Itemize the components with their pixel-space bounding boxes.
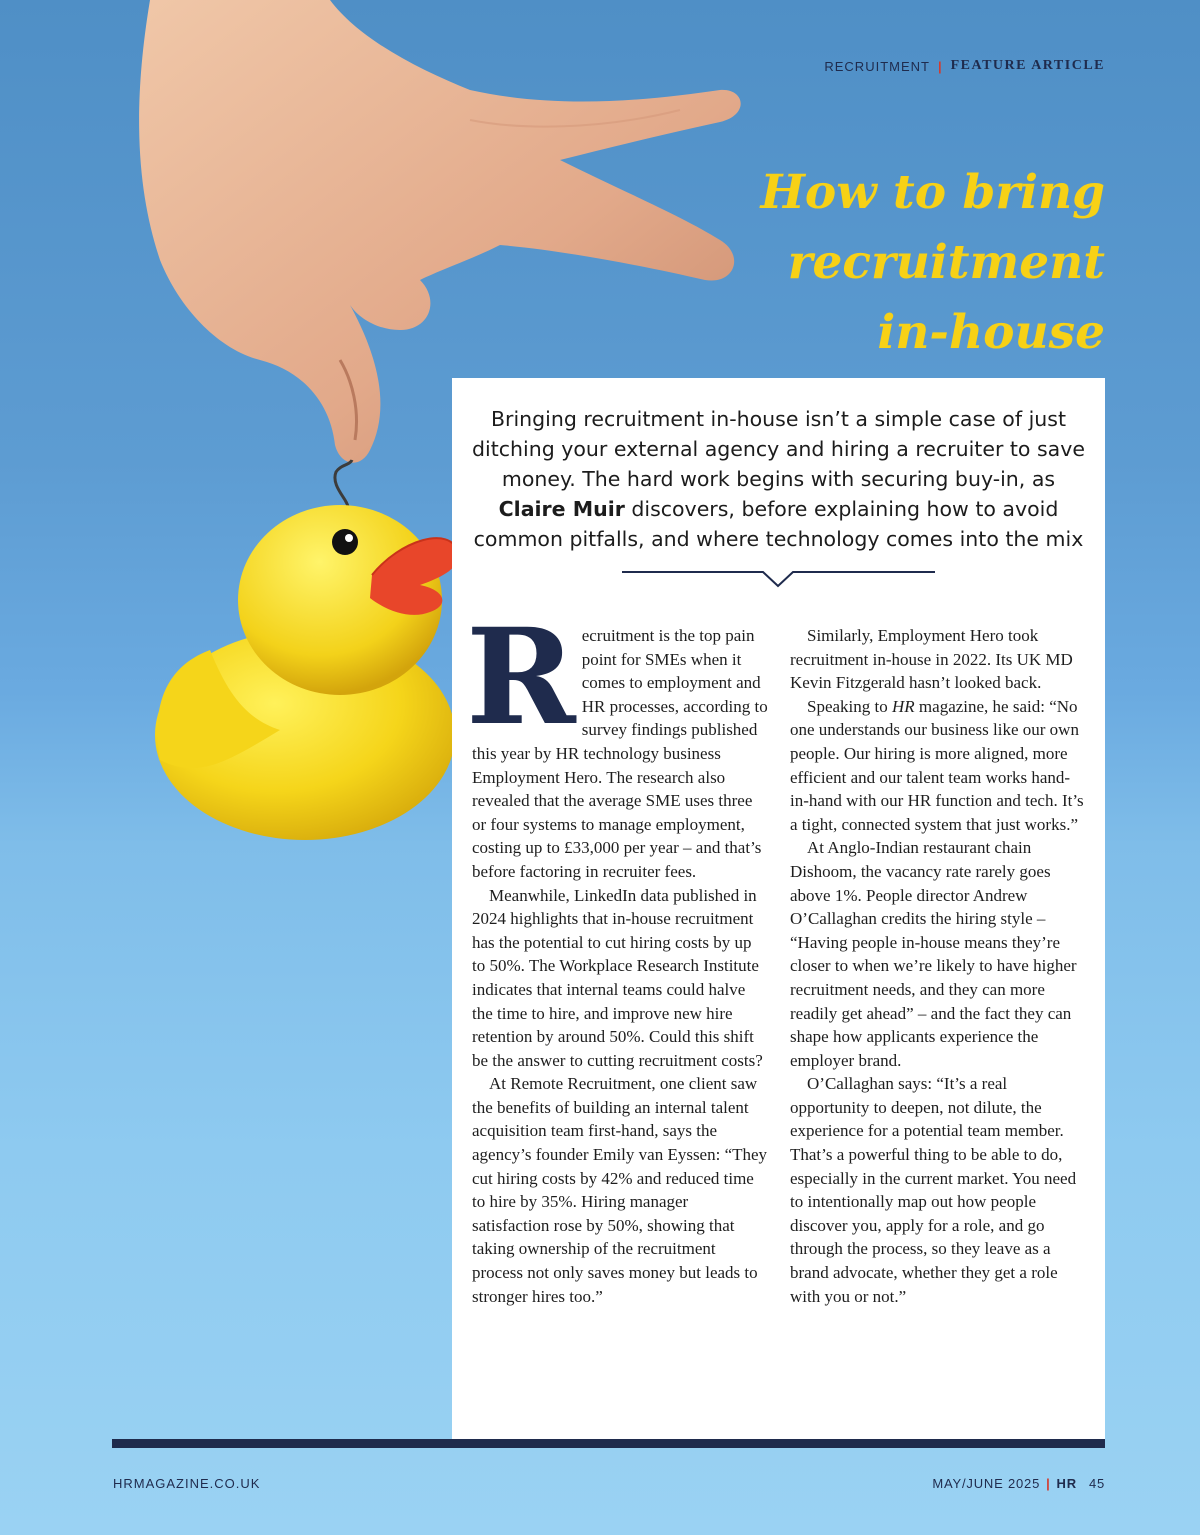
body-paragraph: Meanwhile, LinkedIn data published in 2024 highlights that in-house recruitment has the potential to cut hiring costs by up to 50%. The Workplace Research Institute indicates that internal teams could halve the time to hire, and improve new hire retention by around 50%. Could this shift be the answer to cutting recruitment costs? (472, 885, 763, 1070)
magazine-name: HR (892, 696, 915, 716)
body-paragraph (790, 695, 1086, 837)
article-panel (452, 378, 1105, 1440)
footer-website: HRMAGAZINE.CO.UK (113, 1476, 261, 1491)
magazine-logo-text: HR (1056, 1476, 1077, 1491)
footer-issue-info (932, 1476, 1105, 1491)
body-text: magazine, he said: “No one understands our business like our own people. Our hiring is more aligned, more efficient and our talent team works hand-in-hand with our HR function and tech. It’s a tight, connected system that just works.” (790, 696, 1084, 834)
body-text: Speaking to (807, 696, 892, 716)
body-paragraph: O’Callaghan says: “It’s a real opportunity to deepen, not dilute, the experience for a potential team member. That’s a powerful thing to be able to do, especially in the current market. You need to intentionally map out how people discover you, apply for a role, and go through the process, so they leave as a brand advocate, whether they get a role with you or not.” (790, 1074, 1077, 1306)
footer-rule (112, 1439, 1105, 1448)
headline-line-1: How to bring (760, 165, 1105, 220)
header-separator: | (937, 58, 943, 74)
body-paragraph: At Remote Recruitment, one client saw the benefits of building an internal talent acquisition team first-hand, says the agency’s founder Emily van Eyssen: “They cut hiring costs by 42% and reduced time to hire by 35%. Hiring manager satisfaction rose by 50%, showing that taking ownership of the recruitment process not only saves money but leads to stronger hires too.” (472, 1074, 768, 1306)
drop-cap: R (466, 600, 576, 755)
article-column-right (790, 624, 1086, 1308)
standfirst-text-before: Bringing recruitment in-house isn’t a simple case of just ditching your external agency and hiring a recruiter to save money. The hard work begins with securing buy-in, as (472, 407, 1085, 491)
headline-line-3: in-house (877, 305, 1105, 360)
page-number: 45 (1088, 1476, 1105, 1491)
footer-separator: | (1046, 1476, 1051, 1491)
chevron-down-divider-icon (622, 570, 935, 590)
article-column-left (466, 600, 768, 1308)
body-paragraph: At Anglo-Indian restaurant chain Dishoom, the vacancy rate rarely goes above 1%. People director Andrew O’Callaghan credits the hiring style – “Having people in-house means they’re closer to when we’re likely to have higher recruitment needs, and they can more readily get ahead” – and the fact they can shape how applicants experience the employer brand. (790, 838, 1077, 1070)
issue-date: MAY/JUNE 2025 (932, 1476, 1041, 1491)
body-text: ecruitment is the top pain point for SMEs when it comes to employment and HR processes, according to survey findings published this year by HR technology business Employment Hero. The research also revealed that the average SME uses three or four systems to manage employment, costing up to £33,000 per year – and that’s before factoring in recruiter fees. (472, 626, 768, 881)
headline-line-2: recruitment (787, 235, 1105, 290)
standfirst (466, 404, 1091, 554)
section-header (824, 58, 1105, 74)
article-type-label: FEATURE ARTICLE (950, 58, 1105, 73)
author-name: Claire Muir (498, 497, 625, 521)
standfirst-text-after: discovers, before explaining how to avoid common pitfalls, and where technology comes into the mix (473, 497, 1084, 551)
article-headline (645, 158, 1105, 368)
body-paragraph (466, 600, 768, 884)
section-label: RECRUITMENT (824, 58, 930, 74)
body-paragraph: Similarly, Employment Hero took recruitment in-house in 2022. Its UK MD Kevin Fitzgerald hasn’t looked back. (790, 626, 1073, 693)
